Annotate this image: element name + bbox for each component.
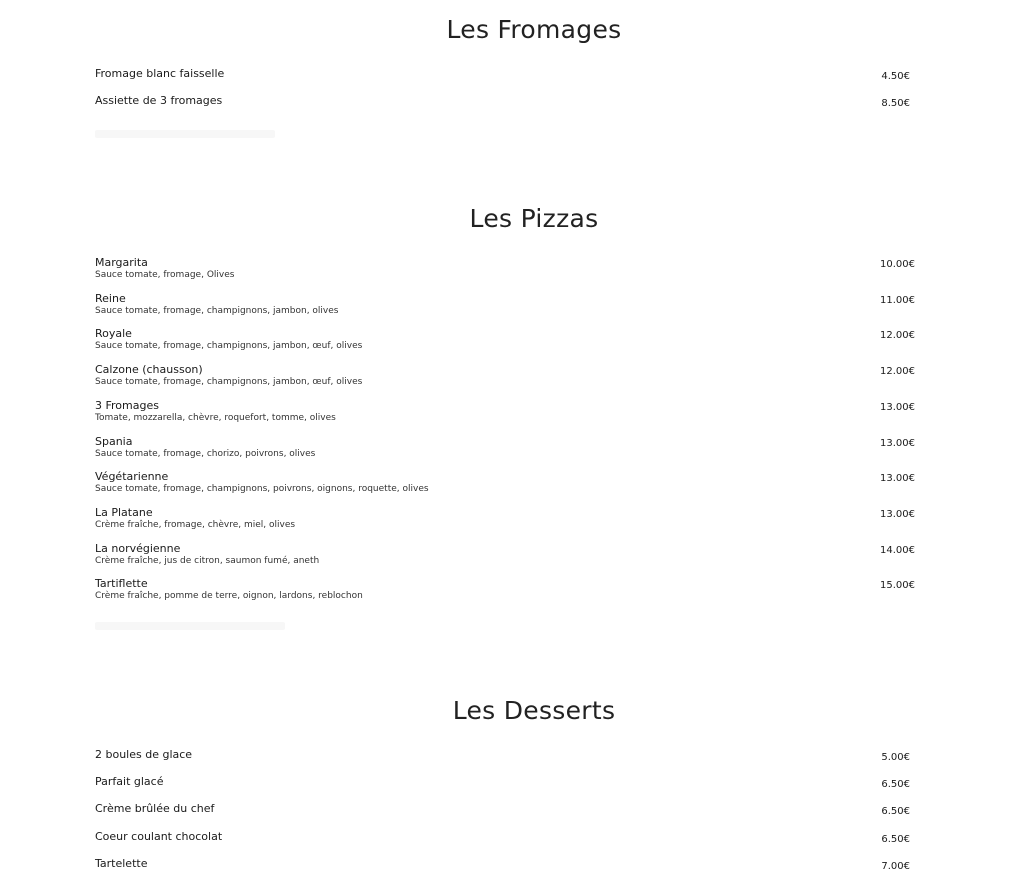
item-price: 14.00€ <box>880 545 915 556</box>
item-name: Assiette de 3 fromages <box>95 94 223 107</box>
item-description: Sauce tomate, fromage, champignons, jambon, olives <box>95 306 339 316</box>
menu-item <box>95 470 915 500</box>
item-name: Coeur coulant chocolat <box>95 830 223 843</box>
section-title-desserts: Les Desserts <box>452 696 616 725</box>
item-description: Sauce tomate, fromage, champignons, jambon, œuf, olives <box>95 377 363 387</box>
item-price: 6.50€ <box>881 806 910 817</box>
section-title-fromages: Les Fromages <box>446 15 622 44</box>
menu-item <box>95 256 915 286</box>
menu-item <box>95 363 915 393</box>
item-price: 4.50€ <box>881 71 910 82</box>
menu-item <box>95 327 915 357</box>
item-price: 15.00€ <box>880 580 915 591</box>
menu-item <box>95 775 915 805</box>
item-price: 13.00€ <box>880 402 915 413</box>
placeholder-line <box>95 130 275 138</box>
menu-item <box>95 67 915 97</box>
item-price: 12.00€ <box>880 366 915 377</box>
item-name: Végétarienne <box>95 470 169 483</box>
item-name: La norvégienne <box>95 542 181 555</box>
menu-item <box>95 542 915 572</box>
item-price: 13.00€ <box>880 509 915 520</box>
item-description: Crème fraîche, pomme de terre, oignon, lardons, reblochon <box>95 591 363 601</box>
item-name: Parfait glacé <box>95 775 164 788</box>
item-name: Royale <box>95 327 132 340</box>
item-price: 11.00€ <box>880 295 915 306</box>
menu-item <box>95 748 915 778</box>
item-name: Tartiflette <box>95 577 148 590</box>
item-description: Crème fraîche, fromage, chèvre, miel, olives <box>95 520 296 530</box>
item-name: Tartelette <box>95 857 148 870</box>
item-price: 10.00€ <box>880 259 915 270</box>
item-price: 13.00€ <box>880 438 915 449</box>
menu-item <box>95 399 915 429</box>
menu-item <box>95 857 915 877</box>
menu-item <box>95 506 915 536</box>
item-description: Sauce tomate, fromage, champignons, jambon, œuf, olives <box>95 341 363 351</box>
item-price: 6.50€ <box>881 834 910 845</box>
item-description: Tomate, mozzarella, chèvre, roquefort, tomme, olives <box>95 413 336 423</box>
item-price: 13.00€ <box>880 473 915 484</box>
item-price: 12.00€ <box>880 330 915 341</box>
menu-item <box>95 577 915 607</box>
section-title-pizzas: Les Pizzas <box>469 204 599 233</box>
item-description: Crème fraîche, jus de citron, saumon fumé, aneth <box>95 556 320 566</box>
item-price: 5.00€ <box>881 752 910 763</box>
menu-item <box>95 94 915 124</box>
item-description: Sauce tomate, fromage, champignons, poivrons, oignons, roquette, olives <box>95 484 429 494</box>
menu-item <box>95 292 915 322</box>
item-name: Reine <box>95 292 126 305</box>
item-name: Margarita <box>95 256 148 269</box>
item-description: Sauce tomate, fromage, Olives <box>95 270 235 280</box>
item-price: 7.00€ <box>881 861 910 872</box>
menu-item <box>95 802 915 832</box>
item-name: Calzone (chausson) <box>95 363 203 376</box>
item-price: 6.50€ <box>881 779 910 790</box>
placeholder-line <box>95 622 285 630</box>
item-name: Fromage blanc faisselle <box>95 67 225 80</box>
item-name: Crème brûlée du chef <box>95 802 215 815</box>
item-description: Sauce tomate, fromage, chorizo, poivrons, olives <box>95 449 316 459</box>
item-price: 8.50€ <box>881 98 910 109</box>
menu-item <box>95 830 915 860</box>
item-name: 2 boules de glace <box>95 748 193 761</box>
menu-item <box>95 435 915 465</box>
item-name: La Platane <box>95 506 153 519</box>
item-name: 3 Fromages <box>95 399 159 412</box>
item-name: Spania <box>95 435 133 448</box>
